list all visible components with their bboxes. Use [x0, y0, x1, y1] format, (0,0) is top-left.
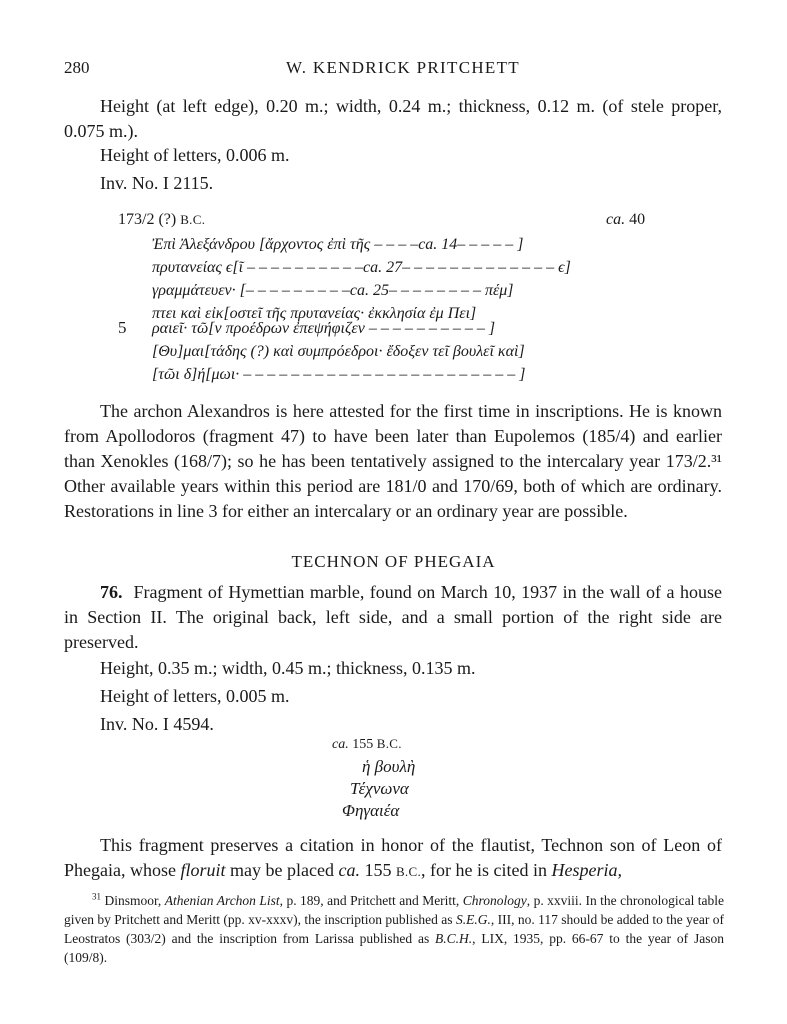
letter-height-1: Height of letters, 0.006 m.: [100, 145, 290, 165]
paragraph-archon: The archon Alexandros is here attested for the first time in inscriptions. He is known from Apollodoros (fragment 47) to have been later than Eupolemos (185/4) and earlier than Xenokles (168/7); so he has been tentatively assigned to the intercalary year 173/2.³¹ Other available years within this period are 181/0 and 170/69, both of which are ordinary. Restorations in line 3 for either an intercalary or an ordinary year are possible.: [64, 401, 722, 521]
footnote-31: $^{31}$ Dinsmoor, Athenian Archon List, p. 189, and Pritchett and Meritt, Chronology, p. xxviii. In the chronological table given by Pritchett and Meritt (pp. xv-xxxv), the inscription published as S.E.G., III, no. 117 should be added to the year of Leostratos (303/2) and the inscription from Larissa published as B.C.H., LIX, 1935, pp. 66-67 to the year of Jason (109/8).: [64, 891, 725, 965]
inscription-1-letter-count: ca. 40: [606, 211, 646, 228]
section-title: TECHNON OF PHEGAIA: [291, 552, 496, 571]
paragraph-dimensions-1: Height (at left edge), 0.20 m.; width, 0.24 m.; thickness, 0.12 m. (of stele proper, 0.075 m.).: [64, 96, 722, 141]
inscription-1-line-7: [τῶι δ]ή[μωι· – – – – – – – – – – – – – – – – – – – – – – – ]: [152, 366, 526, 383]
entry-76-number: 76.: [100, 582, 123, 602]
inscription-2-date: ca. 155 B.C.: [332, 736, 402, 752]
letter-height-2: Height of letters, 0.005 m.: [100, 686, 290, 706]
inscription-1-date: 173/2 (?) B.C.: [118, 211, 206, 228]
inscription-1-line-number: 5: [118, 318, 127, 337]
inscription-2-line-1: ἡ βουλὴ: [362, 757, 416, 776]
inscription-1-line-2: πρυτανείας ϵ[ῖ – – – – – – – – – –ca. 27– – – – – – – – – – – – – ϵ]: [152, 259, 571, 276]
entry-76: 76. Fragment of Hymettian marble, found on March 10, 1937 in the wall of a house in Section II. The original back, left side, and a small portion of the right side are preserved.: [64, 582, 722, 652]
inscription-1-line-6: [Θυ]μαι[τάδης (?) καὶ συμπρόεδροι· ἔδοξεν τεῖ βουλεῖ καὶ]: [152, 343, 525, 360]
inscription-1-line-4: πτει καὶ εἰκ[οστεῖ τῆς πρυτανείας· ἐκκλησία ἐμ Πει]: [152, 305, 477, 322]
inscription-1-line-1: Ἐπὶ Ἀλεξάνδρου [ἄρχοντος ἐπὶ τῆς – – – –ca. 14– – – – – ]: [152, 236, 524, 253]
page-number: 280: [64, 58, 90, 77]
inscription-1-line-5: ραιεῖ· τῶ[ν προέδρων ἐπεψήφιζεν – – – – – – – – – – ]: [152, 320, 496, 337]
inventory-number-1: Inv. No. I 2115.: [100, 173, 214, 193]
paragraph-fragment: This fragment preserves a citation in honor of the flautist, Technon son of Leon of Phegaia, whose floruit may be placed ca. 155 B.C., for he is cited in Hesperia,: [64, 835, 722, 880]
inventory-number-2: Inv. No. I 4594.: [100, 714, 214, 734]
running-title: W. KENDRICK PRITCHETT: [286, 58, 520, 77]
inscription-2-line-3: Φηγαιέα: [342, 801, 400, 820]
dimensions-2: Height, 0.35 m.; width, 0.45 m.; thickness, 0.135 m.: [100, 658, 476, 678]
inscription-2-line-2: Τέχνωνα: [350, 779, 409, 798]
footnote-mark: 31: [92, 891, 101, 902]
inscription-1-line-3: γραμμάτευεν· [– – – – – – – – –ca. 25– – – – – – – – πέμ]: [152, 282, 514, 299]
